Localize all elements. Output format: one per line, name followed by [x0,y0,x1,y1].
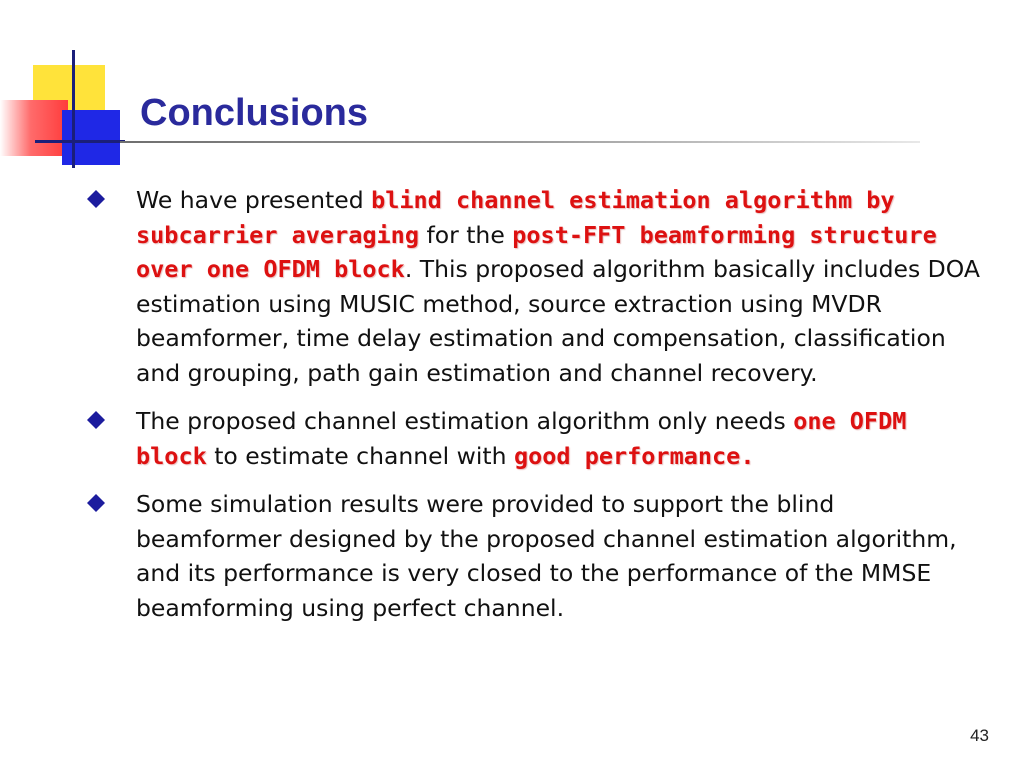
diamond-bullet-icon [86,493,106,513]
bullet-list [86,183,986,639]
decorative-blue-square [62,110,120,165]
emphasized-text: good performance. [513,441,755,470]
bullet-text [136,487,986,625]
diamond-bullet-icon [86,189,106,209]
bullet-text [136,183,986,390]
body-text: Some simulation results were provided to support the blind beamformer designed by the proposed channel estimation algorithm, and its performance is very closed to the performance of the MMSE beamforming using perfect channel. [136,490,957,622]
diamond-bullet-icon [86,410,106,430]
title-underline [120,141,920,143]
slide-title: Conclusions [140,92,369,134]
bullet-text [136,404,986,473]
body-text: to estimate channel with [206,441,514,470]
bullet-item [86,404,986,473]
body-text: We have presented [136,186,372,214]
page-number: 43 [970,726,989,745]
body-text: The proposed channel estimation algorithm only needs [136,407,794,435]
body-text: . This proposed algorithm basically includes DOA estimation using MUSIC method, source extraction using MVDR beamformer, time delay estimation and compensation, classification and grouping, path gain estimation and channel recovery. [136,255,980,387]
emphasized-text: blind channel estimation algorithm by subcarrier averaging [136,186,895,249]
decorative-horizontal-line-left [35,140,125,143]
bullet-item [86,183,986,390]
bullet-item [86,487,986,625]
decorative-vertical-line [72,50,75,168]
body-text: for the [418,220,513,249]
emphasized-text: post-FFT beamforming structure over one OFDM block [136,220,937,283]
decorative-red-bar [0,100,68,156]
emphasized-text: one OFDM block [136,407,907,470]
